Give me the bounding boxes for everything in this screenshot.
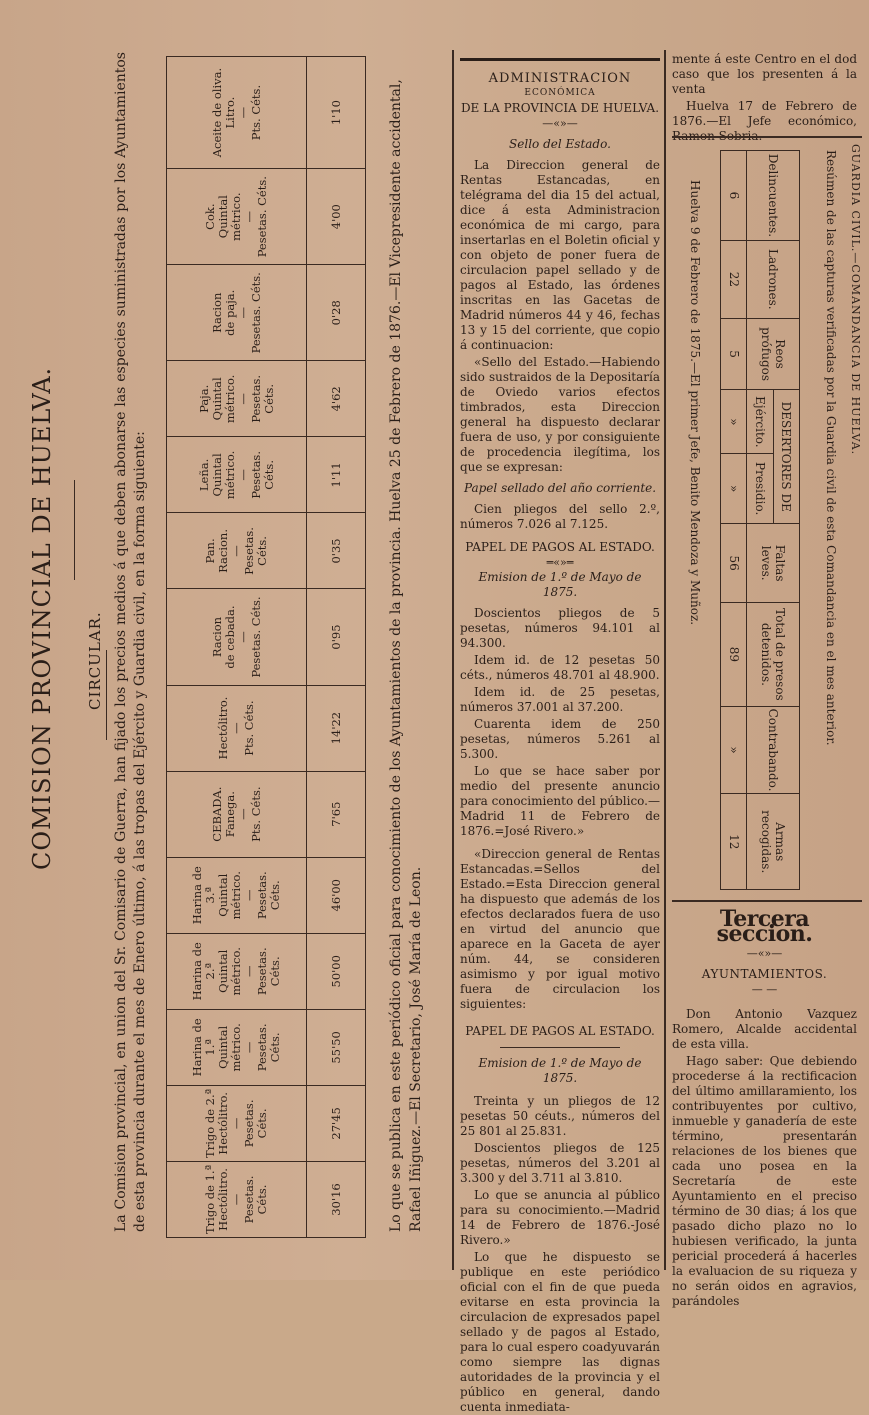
paragraph: Treinta y un pliegos de 12 pesetas 50 céuts., números del 25 801 al 25.831. (460, 1094, 660, 1138)
captures-value-6: 89 (721, 603, 747, 706)
tercera-seccion-heading: Tercera seccion. (716, 906, 813, 947)
price-col-header-11: Racion de paja. — Pesetas. Céts. (167, 265, 307, 361)
paragraph: Lo que se hace saber por medio del presente anuncio para conocimiento del público.—Madrid 11 de Febrero de 1876.=José Rivero.» (460, 764, 660, 838)
guardia-table-wrap (720, 150, 800, 890)
paragraph: Idem id. de 25 pesetas, números 37.001 al 37.200. (460, 685, 660, 714)
right-mid-rule (672, 900, 862, 902)
paragraph: Cuarenta idem de 250 pesetas, números 5.261 al 5.300. (460, 717, 660, 761)
ornament: ═«»═ (546, 556, 574, 569)
ornament: — — (751, 983, 778, 996)
emision-heading: Emision de 1.º de Mayo de 1875. (478, 570, 642, 599)
captures-value-3: » (721, 390, 747, 454)
title-rule (74, 480, 75, 580)
price-col-header-4: Harina de 3.ª Quintal métrico. — Pesetas. Céts. (167, 857, 307, 933)
price-col-header-0: Trigo de 1.ª Hectólitro. — Pesetas. Céts. (167, 1161, 307, 1237)
captures-col-label-0: Delincuentes. (747, 151, 800, 241)
price-value-5: 7'65 (307, 771, 366, 857)
section-heading: Papel sellado del año corriente. (463, 481, 657, 495)
deserters-group-label: DESERTORES DE (773, 390, 799, 524)
price-value-1: 27'45 (307, 1085, 366, 1161)
captures-col-label-2: Reos prófugos (747, 318, 800, 390)
ornament: —«»— (542, 117, 578, 130)
circular-lead-text: La Comision provincial, en union del Sr. Comisario de Guerra, han fijado los precios medios á que deben abonarse las especies suministradas por los Ayuntamientos de esta provincia durante el mes de Enero último, á las tropas del Ejército y Guardia civil, en la forma siguiente: (113, 52, 148, 1232)
price-col-header-5: CEBADA. Fanega. — Pts. Céts. (167, 771, 307, 857)
circular-rule (106, 650, 107, 740)
emision-heading: Emision de 1.º de Mayo de 1875. (478, 1056, 642, 1085)
paragraph: Don Antonio Vazquez Romero, Alcalde accidental de esta villa. (672, 1007, 857, 1051)
paragraph: mente á este Centro en el dod caso que los presenten á la venta (672, 52, 857, 96)
price-col-header-3: Harina de 2.ª Quintal métrico. — Pesetas. Céts. (167, 933, 307, 1009)
divider (500, 1047, 620, 1048)
captures-col-label-8: Armas recogidas. (747, 794, 800, 890)
captures-value-4: » (721, 454, 747, 524)
commission-title: COMISION PROVINCIAL DE HUELVA. (28, 366, 56, 870)
paragraph: Cien pliegos del sello 2.º, números 7.026 al 7.125. (460, 502, 660, 531)
paragraph: Lo que he dispuesto se publique en este periódico oficial con el fin de que pueda evitarse en esta provincia la circulacion de expresados papel sellado y de pagos al Estado, para lo cual espero coadyuvarán como siempre las dignas autoridades de la provincia y el público en general, dando cuenta inmediata- (460, 1250, 660, 1414)
top-rule (460, 58, 660, 61)
column-divider-1 (452, 50, 454, 1270)
price-table (166, 56, 366, 1238)
price-value-4: 46'00 (307, 857, 366, 933)
guardia-title: Resúmen de las capturas verificadas por la Guardia civil de esta Comandancia en el mes anterior. (824, 150, 838, 746)
paragraph: Doscientos pliegos de 125 pesetas, números del 3.201 al 3.300 y del 3.711 al 3.810. (460, 1141, 660, 1185)
middle-column (460, 58, 660, 1415)
captures-table (720, 150, 800, 890)
price-col-header-13: Aceite de oliva. Litro. — Pts. Céts. (167, 57, 307, 169)
right-column-top (672, 52, 857, 144)
captures-value-1: 22 (721, 240, 747, 318)
paragraph: Doscientos pliegos de 5 pesetas, números 94.101 al 94.300. (460, 606, 660, 650)
price-value-7: 0'95 (307, 589, 366, 685)
price-value-6: 14'22 (307, 685, 366, 771)
paragraph: Hago saber: Que debiendo procederse á la rectificacion del último amillaramiento, los contribuyentes por cultivo, inmueble y ganadería de este término, presentarán relaciones de los bienes que cada uno posea en la Secretaría de este Ayuntamiento en el preciso término de 30 dias; á los que pasado dicho plazo no lo hubiesen verificado, la junta pericial procederá á hacerles la evaluacion de su riqueza y no serán oidos en agravios, parándoles (672, 1054, 857, 1308)
column-divider-2 (664, 50, 666, 1270)
price-table-wrap (166, 56, 366, 1238)
paragraph: La Direccion general de Rentas Estancadas, en telégrama del dia 15 del actual, dice á esta Administracion económica de mi cargo, para insertarlas en el Boletin oficial y con objeto de poner fuera de circulacion papel sellado y de pagos al Estado, las órdenes inscritas en las Gacetas de Madrid números 44 y 46, fechas 13 y 15 del corriente, que copio á continuacion: (460, 158, 660, 352)
price-col-header-10: Paja. Quintal métrico. — Pesetas. Céts. (167, 361, 307, 437)
section-heading: PAPEL DE PAGOS AL ESTADO. (465, 1024, 655, 1038)
price-col-header-2: Harina de 1.ª Quintal métrico. — Pesetas. Céts. (167, 1009, 307, 1085)
right-top-rule (672, 136, 862, 138)
price-col-header-7: Racion de cebada. — Pesetas. Céts. (167, 589, 307, 685)
captures-col-label-7: Contrabando. (747, 706, 800, 794)
admin-province: DE LA PROVINCIA DE HUELVA. (460, 101, 660, 115)
circular-footer: Lo que se publica en este periódico oficial para conocimiento de los Ayuntamientos de la provincia. Huelva 25 de Febrero de 1876.—El Vicepresidente accidental, Rafael Iñiguez.—El Secretario, José María de Leon. (388, 79, 424, 1232)
captures-col-label-4: Presidio. (747, 454, 773, 524)
price-value-9: 1'11 (307, 437, 366, 513)
admin-subtitle: ECONÓMICA (524, 88, 596, 98)
captures-col-label-1: Ladrones. (747, 240, 800, 318)
right-column-bottom (672, 906, 857, 1309)
captures-value-2: 5 (721, 318, 747, 390)
price-value-8: 0'35 (307, 513, 366, 589)
paragraph: «Direccion general de Rentas Estancadas.=Sellos del Estado.=Esta Direccion general ha dispuesto que además de los efectos declarados fuera de uso en virtud del anuncio que aparece en la Gaceta de ayer núm. 44, se consideren asimismo y por igual motivo fuera de circulacion los siguientes: (460, 847, 660, 1011)
circular-heading: CIRCULAR. (86, 611, 104, 710)
captures-value-7: » (721, 706, 747, 794)
paragraph: «Sello del Estado.—Habiendo sido sustraidos de la Depositaría de Oviedo varios efectos timbrados, esta Direccion general ha dispuesto declarar fuera de uso, y por consiguiente de procedencia ilegítima, los que se expresan: (460, 355, 660, 474)
price-col-header-1: Trigo de 2.ª Hectólitro. — Pesetas. Céts. (167, 1085, 307, 1161)
ornament: —«»— (746, 947, 783, 960)
price-value-3: 50'00 (307, 933, 366, 1009)
price-value-12: 4'00 (307, 169, 366, 265)
price-col-header-8: Pan. Racion. — Pesetas. Céts. (167, 513, 307, 589)
admin-title: ADMINISTRACION (488, 71, 632, 86)
price-value-2: 55'50 (307, 1009, 366, 1085)
sello-heading: Sello del Estado. (509, 137, 611, 151)
paragraph: Huelva 17 de Febrero de 1876.—El Jefe económico, (672, 99, 857, 128)
section-heading: PAPEL DE PAGOS AL ESTADO. (465, 540, 655, 554)
price-value-10: 4'62 (307, 361, 366, 437)
paragraph: Idem id. de 12 pesetas 50 céts., números 48.701 al 48.900. (460, 653, 660, 682)
guardia-header: GUARDIA CIVIL.—COMANDANCIA DE HUELVA. (849, 144, 862, 456)
paragraph: Lo que se anuncia al público para su conocimiento.—Madrid 14 de Febrero de 1876.-José Rivero.» (460, 1188, 660, 1247)
price-col-header-6: Hectólitro. — Pts. Céts. (167, 685, 307, 771)
price-value-11: 0'28 (307, 265, 366, 361)
captures-value-5: 56 (721, 524, 747, 603)
guardia-footer: Huelva 9 de Febrero de 1875.—El primer Jefe, Benito Mendoza y Muñoz. (688, 180, 702, 626)
ayuntamientos-heading: AYUNTAMIENTOS. (701, 967, 828, 981)
captures-col-label-6: Total de presos detenidos. (747, 603, 800, 706)
captures-value-8: 12 (721, 794, 747, 890)
price-col-header-9: Leña. Quintal métrico. — Pesetas. Céts. (167, 437, 307, 513)
captures-col-label-3: Ejército. (747, 390, 773, 454)
captures-value-0: 6 (721, 151, 747, 241)
captures-col-label-5: Faltas leves. (747, 524, 800, 603)
price-value-13: 1'10 (307, 57, 366, 169)
price-col-header-12: Cok. Quintal métrico. — Pesetas. Céts. (167, 169, 307, 265)
price-value-0: 30'16 (307, 1161, 366, 1237)
